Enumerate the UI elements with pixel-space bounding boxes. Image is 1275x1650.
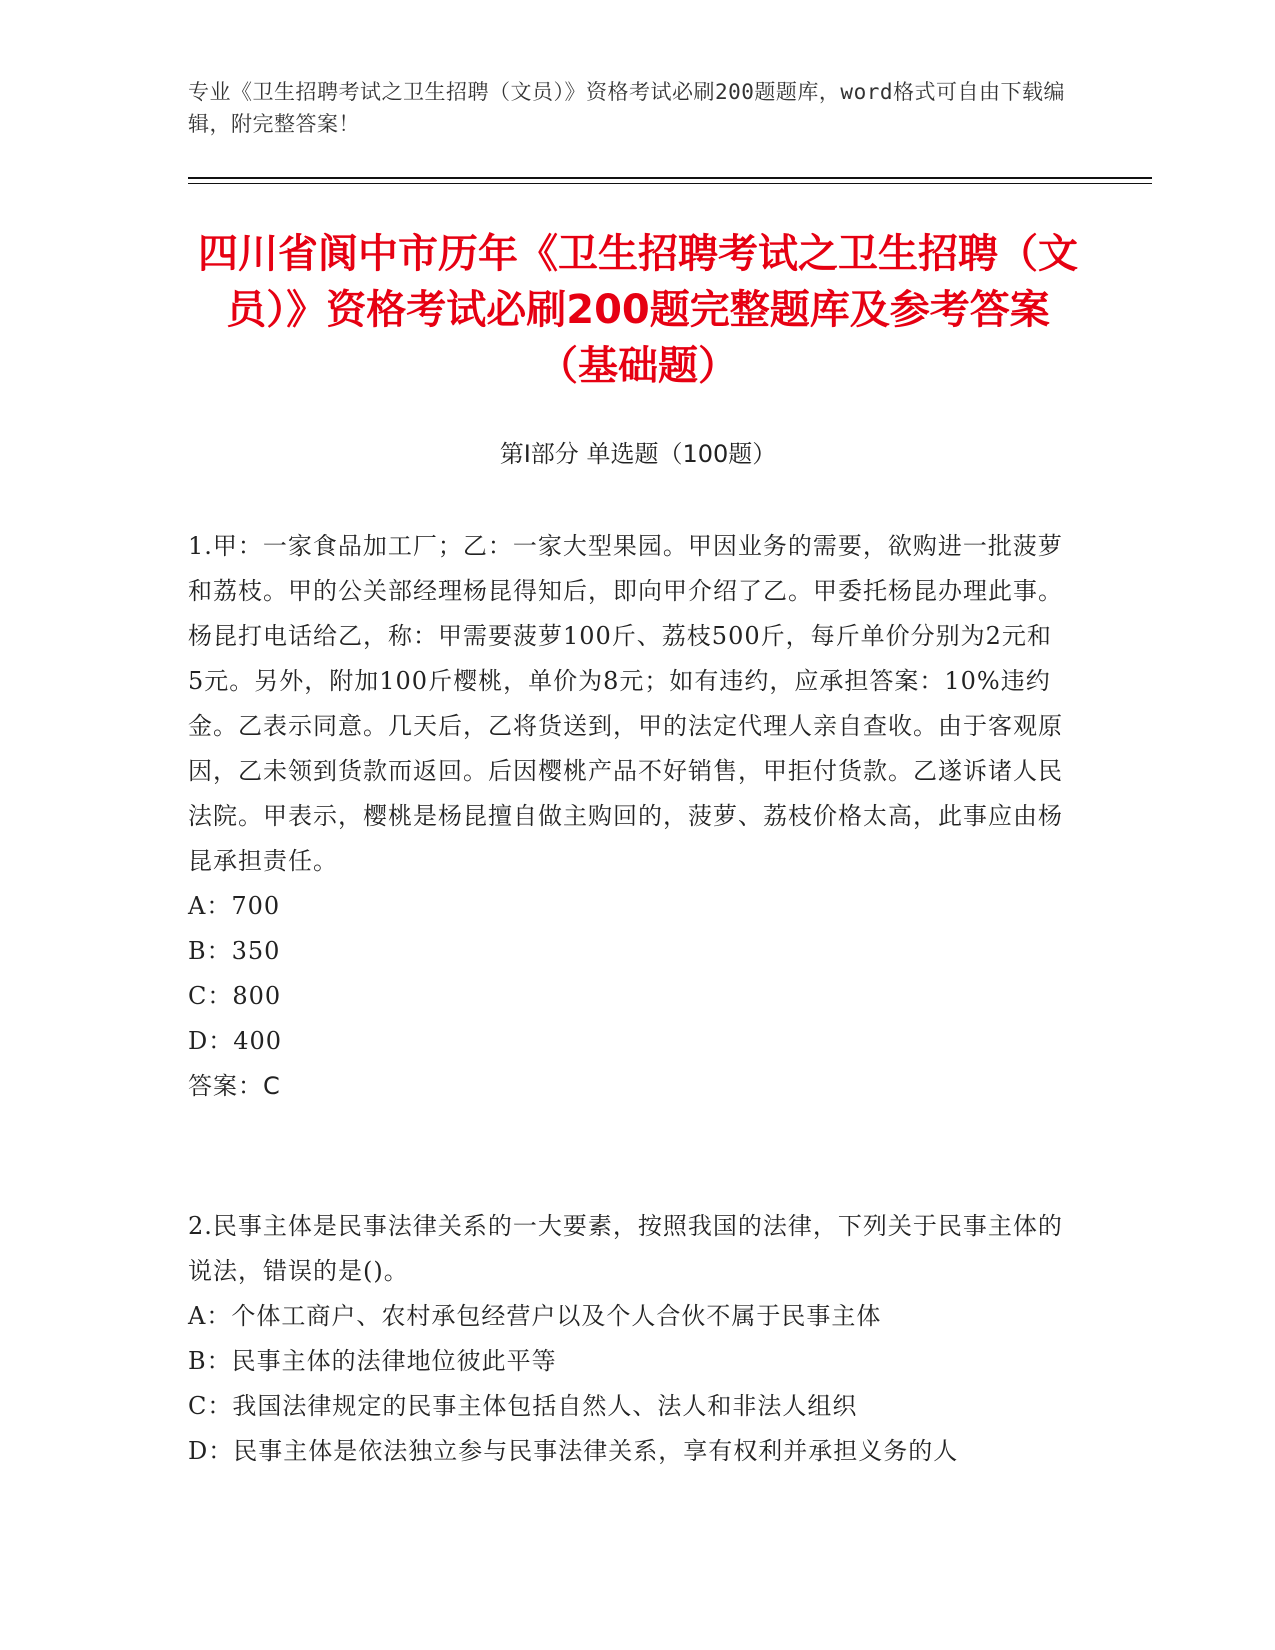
question-1-stem: 1.甲：一家食品加工厂；乙：一家大型果园。甲因业务的需要，欲购进一批菠萝和荔枝。甲的公关部经理杨昆得知后，即向甲介绍了乙。甲委托杨昆办理此事。杨昆打电话给乙，称：甲需要菠萝100斤、荔枝500斤，每斤单价分别为2元和5元。另外，附加100斤樱桃，单价为8元；如有违约，应承担答案：10%违约金。乙表示同意。几天后，乙将货送到，甲的法定代理人亲自查收。由于客观原因，乙未领到货款而返回。后因樱桃产品不好销售，甲拒付货款。乙遂诉诸人民法院。甲表示，樱桃是杨昆擅自做主购回的，菠萝、荔枝价格太高，此事应由杨昆承担责任。 (188, 532, 1063, 875)
question-1 (188, 524, 1068, 1109)
question-1-answer: 答案：C (188, 1072, 281, 1100)
question-2-option-b: B：民事主体的法律地位彼此平等 (188, 1347, 557, 1375)
question-1-option-b: B：350 (188, 937, 281, 965)
document-title: 四川省阆中市历年《卫生招聘考试之卫生招聘（文员）》资格考试必刷200题完整题库及参考答案（基础题） (198, 231, 1078, 389)
question-2-option-c: C：我国法律规定的民事主体包括自然人、法人和非法人组织 (188, 1392, 858, 1420)
question-1-option-a: A：700 (188, 892, 281, 920)
question-2-option-d: D：民事主体是依法独立参与民事法律关系，享有权利并承担义务的人 (188, 1437, 959, 1465)
question-2-option-a: A：个体工商户、农村承包经营户以及个人合伙不属于民事主体 (188, 1302, 882, 1330)
question-2 (188, 1204, 1068, 1474)
question-1-option-c: C：800 (188, 982, 282, 1010)
header-divider-thin (188, 183, 1152, 184)
section-title: 第Ⅰ部分 单选题（100题） (499, 440, 777, 468)
header-divider-thick (188, 177, 1152, 179)
header-note: 专业《卫生招聘考试之卫生招聘（文员）》资格考试必刷200题题库，word格式可自由下载编辑，附完整答案！ (188, 80, 1065, 136)
question-1-option-d: D：400 (188, 1027, 283, 1055)
question-2-stem: 2.民事主体是民事法律关系的一大要素，按照我国的法律，下列关于民事主体的说法，错误的是()。 (188, 1212, 1063, 1285)
